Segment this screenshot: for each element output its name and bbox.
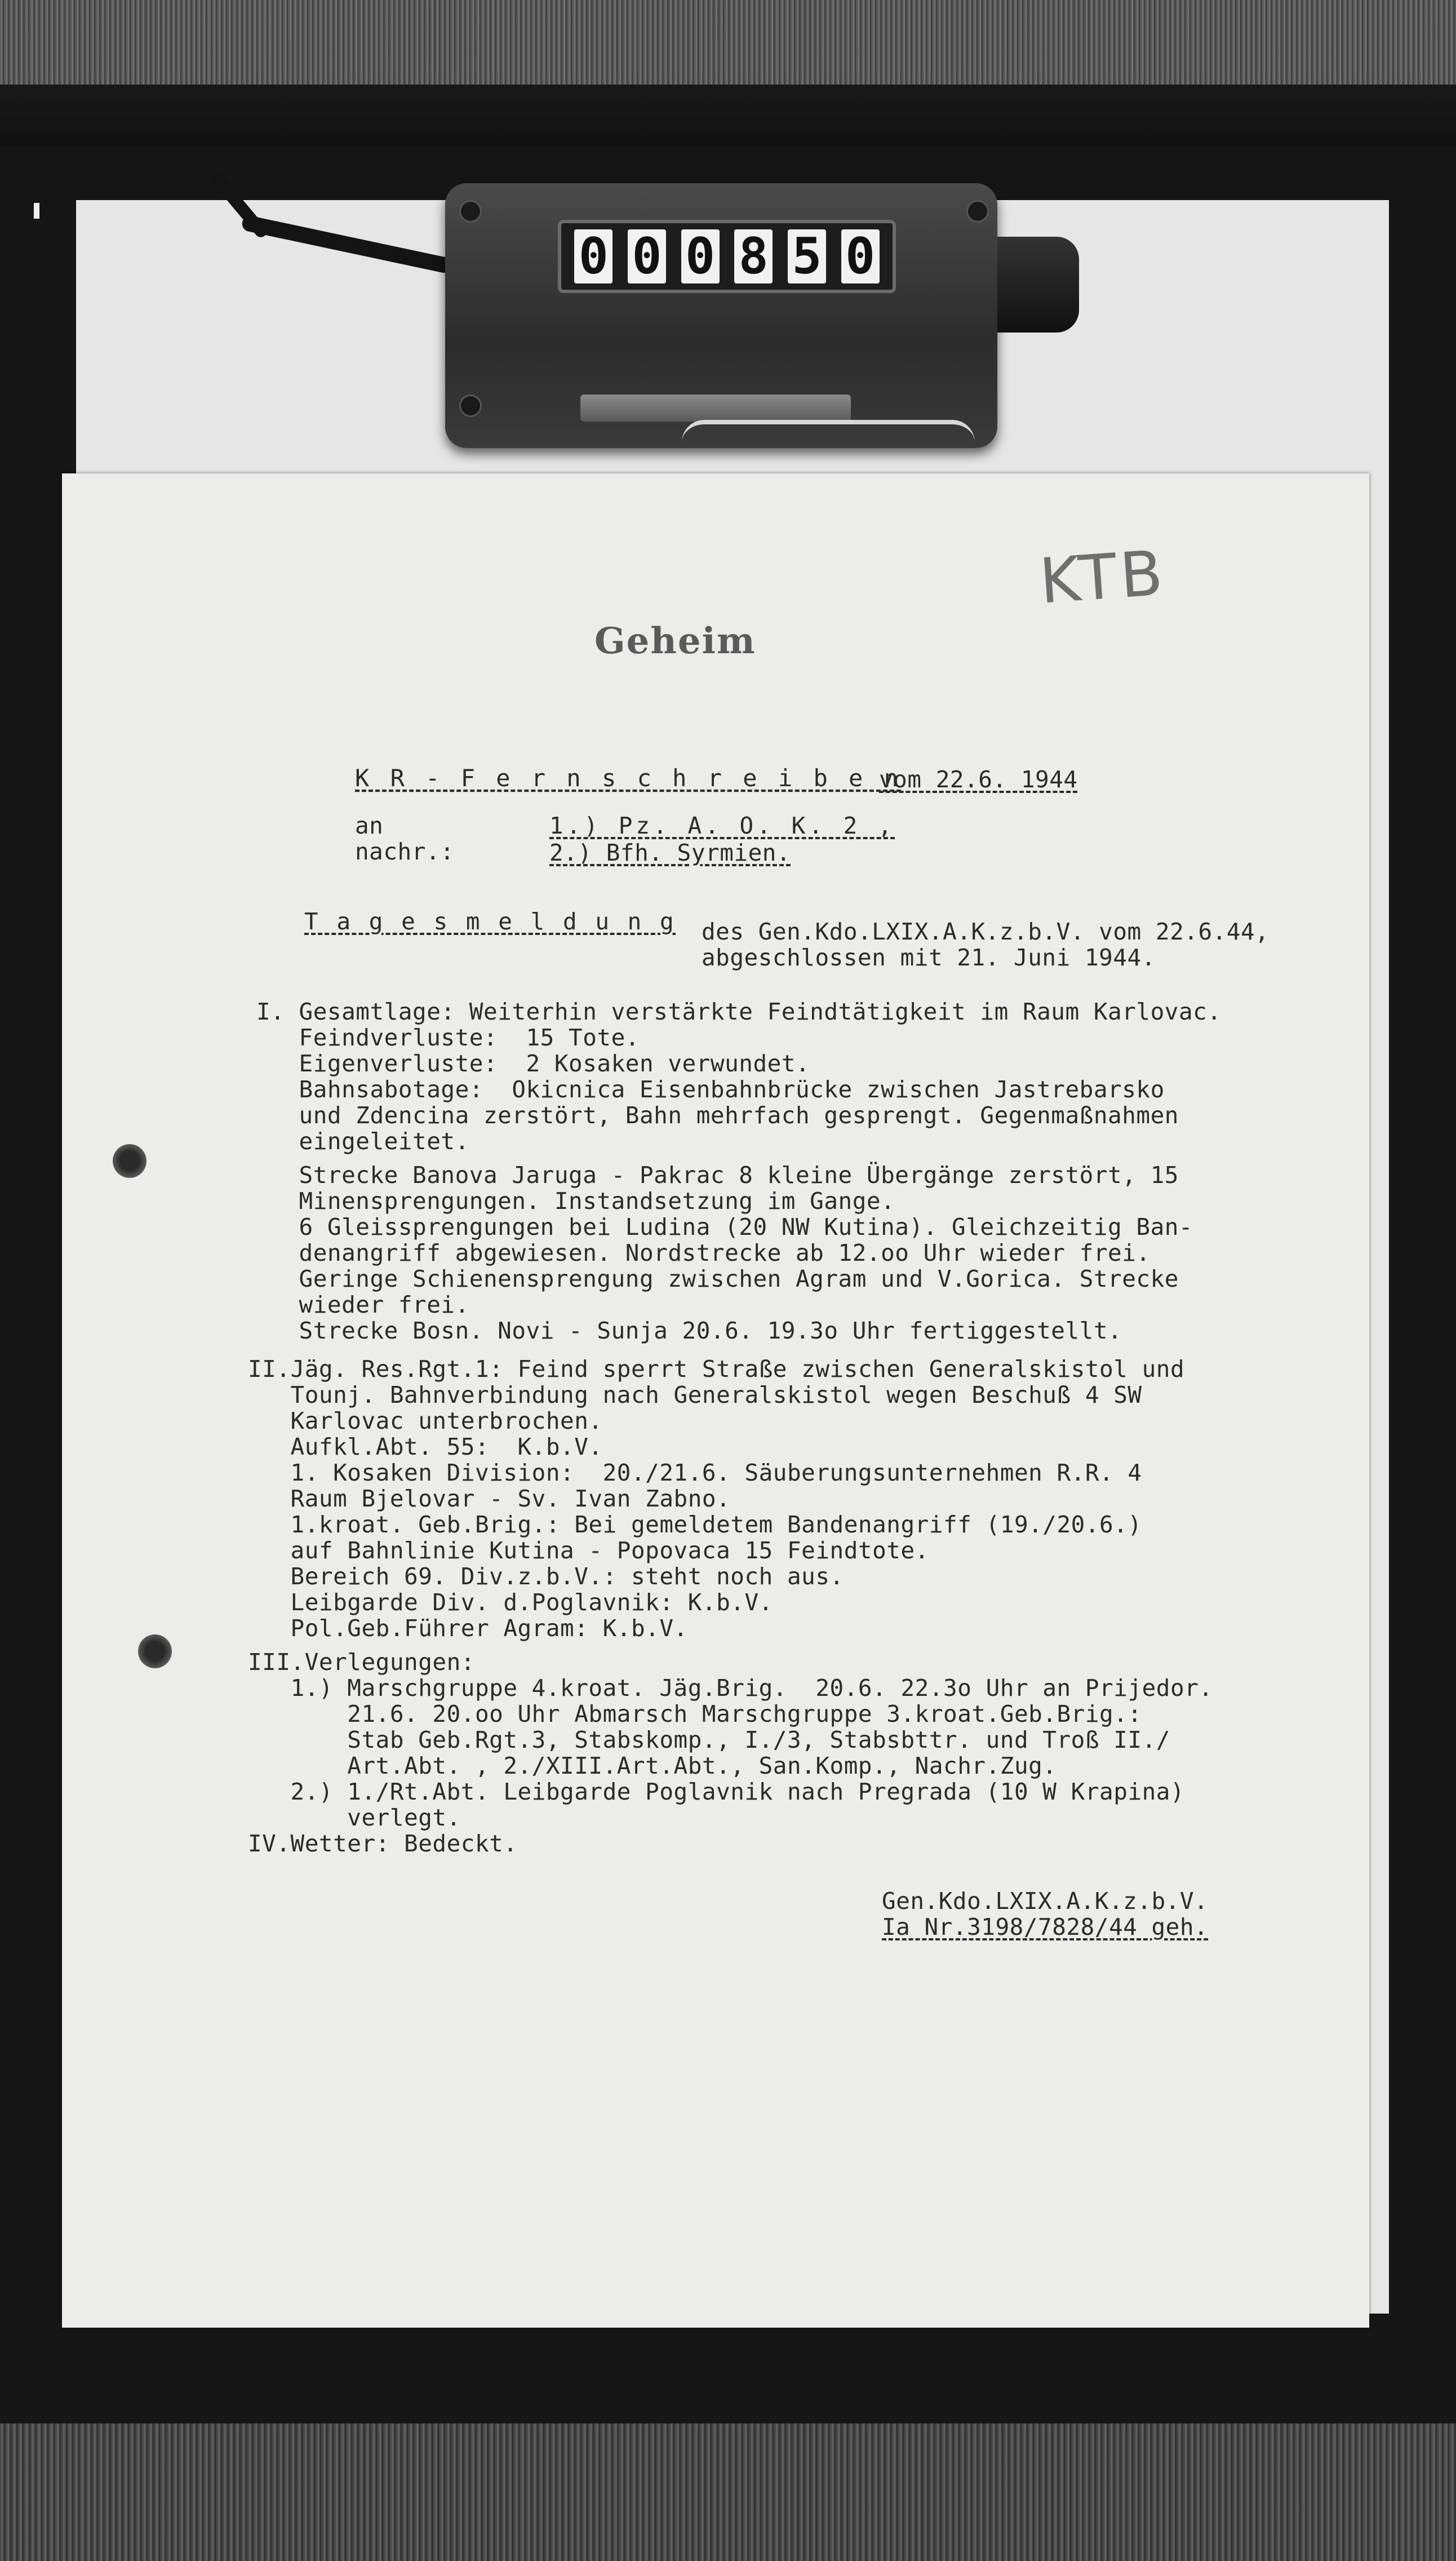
body-line: verlegt. [248,1804,461,1831]
body-line: wieder frei. [256,1291,469,1318]
counter-plate [580,395,851,422]
film-edge-mark [34,203,39,219]
body-line: denangriff abgewiesen. Nordstrecke ab 12.oo Uhr wieder frei. [256,1239,1151,1266]
body-line: Strecke Bosn. Novi - Sunja 20.6. 19.3o Uhr fertiggestellt. [256,1317,1122,1344]
body-line: I. Gesamtlage: Weiterhin verstärkte Feindtätigkeit im Raum Karlovac. [256,998,1222,1025]
counter-digit: 5 [788,229,826,283]
counter-digit: 0 [628,229,666,283]
classification-stamp: Geheim [594,620,756,662]
report-line-2: abgeschlossen mit 21. Juni 1944. [702,944,1156,971]
body-line: Minensprengungen. Instandsetzung im Gange. [256,1188,895,1215]
an-label: an [355,812,384,839]
body-line: 1.kroat. Geb.Brig.: Bei gemeldetem Bandenangriff (19./20.6.) [248,1511,1142,1538]
body-line: 1.) Marschgruppe 4.kroat. Jäg.Brig. 20.6. 22.3o Uhr an Prijedor. [248,1674,1213,1702]
punch-hole [113,1144,147,1178]
counter-digit: 8 [734,229,773,283]
body-line: Tounj. Bahnverbindung nach Generalskistol wegen Beschuß 4 SW [248,1381,1142,1408]
body-line: und Zdencina zerstört, Bahn mehrfach gesprengt. Gegenmaßnahmen [256,1102,1179,1129]
body-line: auf Bahnlinie Kutina - Popovaca 15 Feindtote. [248,1537,929,1564]
report-label: T a g e s m e l d u n g [304,908,676,935]
document-title: K R - F e r n s c h r e i b e n [355,764,902,792]
body-line: Art.Abt. , 2./XIII.Art.Abt., San.Komp., Nachr.Zug. [248,1752,1057,1779]
body-line: 21.6. 20.oo Uhr Abmarsch Marschgruppe 3.kroat.Geb.Brig.: [248,1700,1142,1727]
counter-display [558,220,896,293]
body-line: eingeleitet. [256,1128,469,1155]
recipient-1: 1.) Pz. A. O. K. 2 , [549,812,895,839]
body-line: Eigenverluste: 2 Kosaken verwundet. [256,1050,810,1077]
recipient-2: 2.) Bfh. Syrmien. [549,839,791,866]
nachr-label: nachr.: [355,838,455,865]
body-line: Stab Geb.Rgt.3, Stabskomp., I./3, Stabsbttr. und Troß II./ [248,1726,1170,1753]
counter-screw [966,200,989,223]
body-line: IV.Wetter: Bedeckt. [248,1830,518,1857]
signature-line-2: Ia Nr.3198/7828/44 geh. [882,1913,1209,1940]
body-line: 1. Kosaken Division: 20./21.6. Säuberungsunternehmen R.R. 4 [248,1459,1142,1486]
body-line: Bahnsabotage: Okicnica Eisenbahnbrücke zwischen Jastrebarsko [256,1076,1165,1103]
counter-digit: 0 [574,229,612,283]
signature-line-1: Gen.Kdo.LXIX.A.K.z.b.V. [882,1887,1209,1915]
counter-digit: 0 [841,229,880,283]
body-line: Raum Bjelovar - Sv. Ivan Zabno. [248,1485,731,1512]
counter-knob [997,237,1079,333]
document-date: vom 22.6. 1944 [879,766,1078,793]
body-line: Bereich 69. Div.z.b.V.: steht noch aus. [248,1563,844,1590]
counter-digit: 0 [681,229,720,283]
body-line: Feindverluste: 15 Tote. [256,1024,640,1051]
body-line: III.Verlegungen: [248,1649,475,1676]
counter-wire [682,420,975,447]
body-line: Strecke Banova Jaruga - Pakrac 8 kleine Übergänge zerstört, 15 [256,1162,1179,1189]
counter-screw [459,395,482,417]
body-line: 2.) 1./Rt.Abt. Leibgarde Poglavnik nach Pregrada (10 W Krapina) [248,1778,1185,1805]
counter-screw [459,200,482,223]
report-line-1: des Gen.Kdo.LXIX.A.K.z.b.V. vom 22.6.44, [702,918,1269,945]
body-line: II.Jäg. Res.Rgt.1: Feind sperrt Straße zwischen Generalskistol und [248,1355,1185,1383]
film-border-bottom [0,2423,1456,2561]
film-border-top [0,0,1456,147]
body-line: Leibgarde Div. d.Poglavnik: K.b.V. [248,1589,773,1616]
body-line: Aufkl.Abt. 55: K.b.V. [248,1433,603,1460]
body-line: Karlovac unterbrochen. [248,1407,603,1434]
body-line: Geringe Schienensprengung zwischen Agram und V.Gorica. Strecke [256,1265,1179,1292]
body-line: 6 Gleissprengungen bei Ludina (20 NW Kutina). Gleichzeitig Ban- [256,1213,1193,1240]
punch-hole [138,1634,172,1668]
body-line: Pol.Geb.Führer Agram: K.b.V. [248,1615,688,1642]
handwritten-note: KTB [1037,537,1169,618]
